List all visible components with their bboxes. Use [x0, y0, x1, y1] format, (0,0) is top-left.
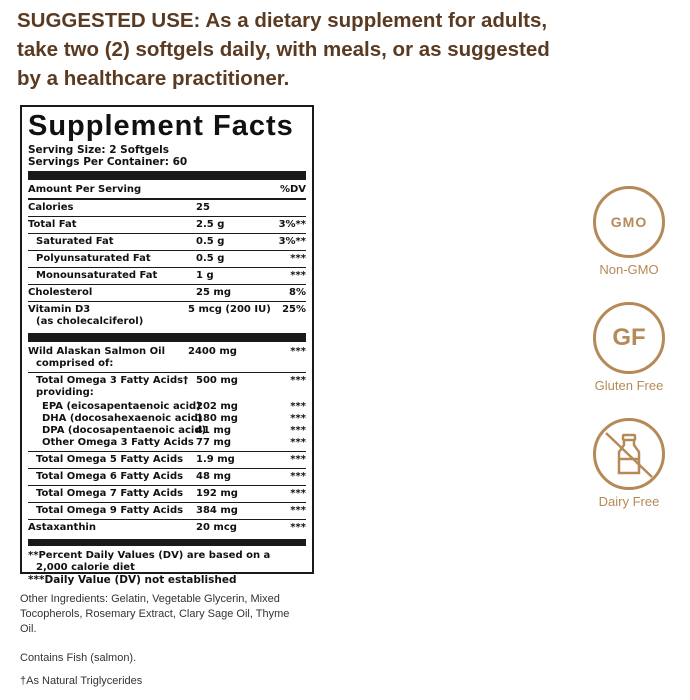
fact-row — [28, 452, 306, 468]
fact-amount: 77 mg — [196, 437, 231, 448]
fact-name: Wild Alaskan Salmon Oil — [28, 346, 166, 357]
serving-size: Serving Size: 2 Softgels — [28, 144, 170, 156]
fact-row — [28, 217, 306, 233]
ingredients-line: Other Ingredients: Gelatin, Vegetable Glycerin, Mixed — [20, 593, 280, 605]
fact-dv: *** — [290, 253, 306, 264]
footnote: 2,000 calorie diet — [36, 562, 135, 573]
fact-subname: comprised of: — [36, 358, 114, 369]
fact-name: Total Omega 7 Fatty Acids — [36, 488, 184, 499]
gluten-free-icon — [593, 302, 665, 374]
fact-row — [28, 425, 306, 437]
fact-amount: 20 mcg — [196, 522, 237, 533]
fact-amount: 192 mg — [196, 488, 238, 499]
fact-amount: 0.5 g — [196, 253, 225, 264]
servings-per-container: Servings Per Container: 60 — [28, 156, 188, 168]
header-row — [28, 182, 306, 198]
fact-row — [28, 469, 306, 485]
fact-amount: 5 mcg (200 IU) — [188, 304, 271, 315]
fact-name: Other Omega 3 Fatty Acids — [42, 437, 194, 448]
supplement-facts-panel — [20, 105, 314, 586]
fact-row — [28, 520, 306, 536]
fact-name: Total Omega 3 Fatty Acids† — [36, 375, 189, 386]
fact-amount: 25 — [196, 202, 210, 213]
fact-row — [28, 200, 306, 216]
facts-title: Supplement Facts — [28, 110, 294, 142]
footnote: **Percent Daily Values (DV) are based on a — [28, 550, 271, 561]
fact-amount: 180 mg — [196, 413, 238, 424]
fact-name: Saturated Fat — [36, 236, 114, 247]
fact-amount: 202 mg — [196, 401, 238, 412]
vitamin-d3-row — [28, 302, 306, 330]
fact-name: EPA (eicosapentaenoic acid) — [42, 401, 201, 412]
fact-row — [28, 486, 306, 502]
fact-name: Astaxanthin — [28, 522, 96, 533]
gluten-free-badge — [584, 302, 674, 393]
non-gmo-badge — [584, 186, 674, 277]
fact-name: Total Omega 9 Fatty Acids — [36, 505, 184, 516]
fact-dv: 8% — [289, 287, 306, 298]
fact-amount: 41 mg — [196, 425, 231, 436]
fact-subname: providing: — [36, 387, 94, 398]
fact-name: Monounsaturated Fat — [36, 270, 158, 281]
fact-dv: *** — [290, 471, 306, 482]
fact-dv: *** — [290, 270, 306, 281]
fact-dv: *** — [290, 505, 306, 516]
fact-dv: 3%** — [278, 236, 306, 247]
fact-name: Total Omega 6 Fatty Acids — [36, 471, 184, 482]
omega3-row — [28, 373, 306, 401]
fact-subname: (as cholecalciferol) — [36, 316, 144, 327]
suggested-use — [17, 6, 577, 93]
fact-row — [28, 503, 306, 519]
fact-dv: *** — [290, 522, 306, 533]
gf-text: GF — [612, 324, 646, 351]
fact-dv: *** — [290, 401, 306, 412]
fact-amount: 25 mg — [196, 287, 231, 298]
contains-fish: Contains Fish (salmon). — [20, 652, 137, 664]
ingredients-line: Oil. — [20, 623, 37, 635]
suggested-use-line: by a healthcare practitioner. — [17, 67, 290, 90]
fact-dv: 3%** — [278, 219, 306, 230]
divider-thick — [28, 333, 306, 342]
fact-name: DHA (docosahexaenoic acid) — [42, 413, 203, 424]
divider-thick — [28, 539, 306, 546]
dairy-free-badge — [584, 418, 674, 509]
milk-bottle-icon — [593, 418, 665, 490]
fact-row — [28, 413, 306, 425]
gluten-free-caption: Gluten Free — [594, 378, 664, 393]
triglycerides-note: †As Natural Triglycerides — [20, 675, 143, 687]
fact-name: DPA (docosapentaenoic acid) — [42, 425, 207, 436]
salmon-oil-row — [28, 344, 306, 372]
fact-amount: 48 mg — [196, 471, 231, 482]
dairy-free-caption: Dairy Free — [598, 494, 660, 509]
fact-amount: 2400 mg — [188, 346, 237, 357]
fact-amount: 0.5 g — [196, 236, 225, 247]
fact-dv: *** — [290, 437, 306, 448]
suggested-use-line: SUGGESTED USE: As a dietary supplement for adults, — [17, 9, 548, 32]
fact-dv: *** — [290, 375, 306, 386]
fact-amount: 2.5 g — [196, 219, 225, 230]
fact-row — [28, 234, 306, 250]
fact-dv: 25% — [282, 304, 306, 315]
suggested-use-line: take two (2) softgels daily, with meals, or as suggested — [17, 38, 550, 61]
gmo-text: GMO — [610, 214, 648, 230]
fact-amount: 1.9 mg — [196, 454, 235, 465]
fact-dv: *** — [290, 425, 306, 436]
fact-dv: *** — [290, 346, 306, 357]
header-amount: Amount Per Serving — [28, 184, 142, 195]
fact-name: Total Fat — [28, 219, 77, 230]
fact-dv: *** — [290, 454, 306, 465]
fact-amount: 1 g — [196, 270, 214, 281]
fact-name: Total Omega 5 Fatty Acids — [36, 454, 184, 465]
fact-row — [28, 437, 306, 449]
header-dv: %DV — [279, 184, 306, 195]
fact-dv: *** — [290, 413, 306, 424]
fact-name: Calories — [28, 202, 74, 213]
fact-dv: *** — [290, 488, 306, 499]
other-ingredients — [20, 592, 320, 637]
fact-row — [28, 268, 306, 284]
footnotes — [28, 548, 306, 586]
gmo-icon — [593, 186, 665, 258]
divider-thick — [28, 171, 306, 180]
non-gmo-caption: Non-GMO — [599, 262, 659, 277]
fact-row — [28, 285, 306, 301]
fact-name: Polyunsaturated Fat — [36, 253, 151, 264]
milk-bottle-icon — [596, 421, 662, 487]
fact-row — [28, 251, 306, 267]
fact-name: Vitamin D3 — [28, 304, 91, 315]
fact-row — [28, 401, 306, 413]
fact-amount: 500 mg — [196, 375, 238, 386]
fact-name: Cholesterol — [28, 287, 93, 298]
ingredients-line: Tocopherols, Rosemary Extract, Clary Sage Oil, Thyme — [20, 608, 290, 620]
fact-amount: 384 mg — [196, 505, 238, 516]
footnote: ***Daily Value (DV) not established — [28, 574, 237, 586]
